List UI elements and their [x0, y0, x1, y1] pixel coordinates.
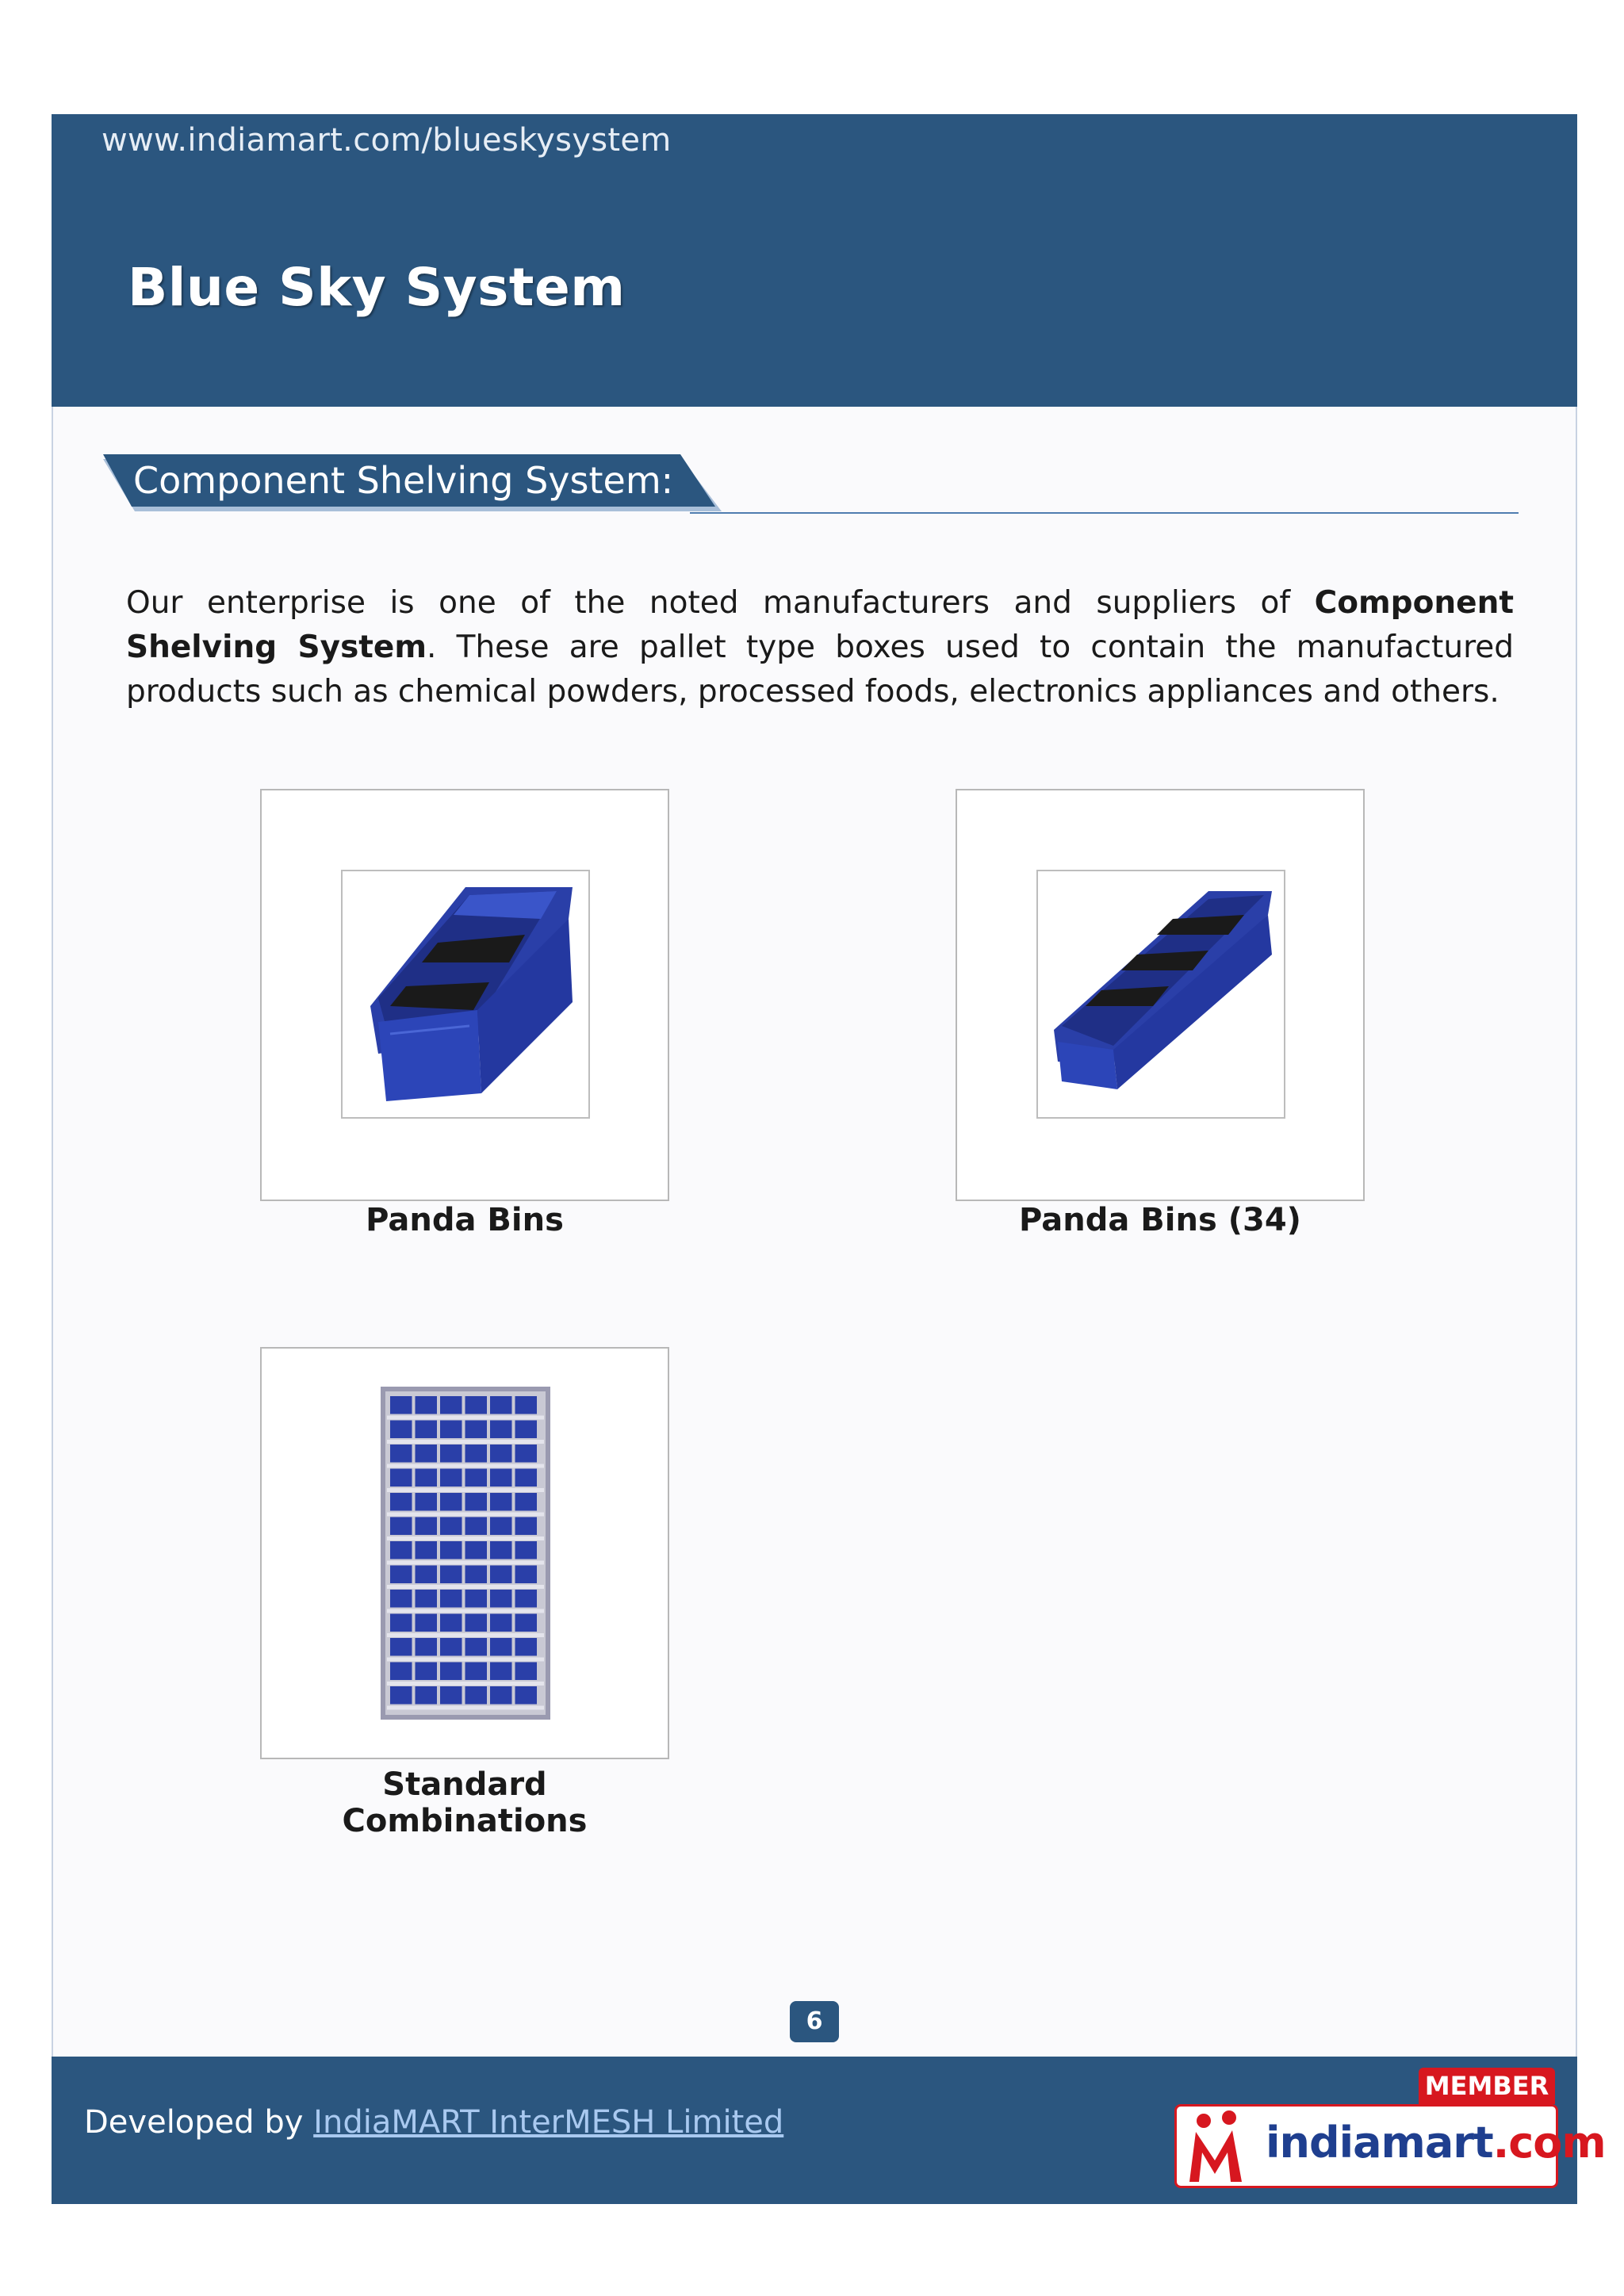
section-divider [690, 512, 1519, 514]
page-number: 6 [790, 2001, 839, 2042]
rack-bin [515, 1590, 538, 1608]
rack-bin [416, 1663, 438, 1681]
rack-bin [465, 1638, 488, 1656]
rack-bin [515, 1421, 538, 1439]
rack-bin [490, 1396, 512, 1414]
rack-bin [465, 1614, 488, 1632]
rack-bin [515, 1493, 538, 1511]
rack-bin [490, 1493, 512, 1511]
rack-bin [515, 1445, 538, 1463]
rack-bin [390, 1566, 412, 1584]
rack-bin [515, 1517, 538, 1536]
rack-bin [416, 1614, 438, 1632]
rack-bin [440, 1469, 462, 1487]
product-caption-panda-bins[interactable]: Panda Bins [366, 1202, 564, 1238]
rack-bin [416, 1445, 438, 1463]
rack-bin [465, 1445, 488, 1463]
rack-bin [515, 1614, 538, 1632]
product-card-panda-bins-34[interactable] [956, 789, 1365, 1201]
site-url[interactable]: www.indiamart.com/blueskysystem [102, 122, 672, 159]
page-header [52, 114, 1577, 407]
rack-shelf [387, 1609, 544, 1613]
rack-bin [465, 1566, 488, 1584]
product-caption-panda-bins-34[interactable]: Panda Bins (34) [1019, 1202, 1301, 1238]
rack-bin [440, 1396, 462, 1414]
rack-bin [440, 1663, 462, 1681]
rack-bin [440, 1686, 462, 1705]
rack-bin [490, 1590, 512, 1608]
product-card-standard-combinations[interactable] [260, 1347, 669, 1759]
rack-bin [416, 1469, 438, 1487]
rack-bin [440, 1614, 462, 1632]
rack-bin [465, 1396, 488, 1414]
rack-bin [390, 1590, 412, 1608]
rack-bin [390, 1493, 412, 1511]
rack-bin [465, 1663, 488, 1681]
rack-bin [390, 1614, 412, 1632]
logo-word: indiamart [1266, 2118, 1493, 2168]
product-image-panda-bins[interactable] [341, 870, 590, 1119]
blue-bin-two-compartment-icon [343, 871, 588, 1117]
product-caption-standard-combinations[interactable]: Standard Combinations [342, 1766, 588, 1839]
rack-bin [490, 1541, 512, 1559]
rack-bin [390, 1686, 412, 1705]
intro-product-name: Component Shelving System [126, 585, 1514, 665]
rack-bin [440, 1590, 462, 1608]
rack-bin [390, 1663, 412, 1681]
rack-bin [390, 1517, 412, 1536]
logo-suffix: .com [1492, 2118, 1606, 2168]
rack-shelf [387, 1561, 544, 1565]
rack-shelf [387, 1416, 544, 1420]
footer-developed-by: Developed by [84, 2104, 314, 2141]
rack-bin [390, 1396, 412, 1414]
rack-bin [465, 1493, 488, 1511]
rack-bin [440, 1445, 462, 1463]
rack-bin [515, 1663, 538, 1681]
indiamart-logo-icon [1182, 2107, 1261, 2186]
rack-bin [390, 1541, 412, 1559]
rack-bin [515, 1541, 538, 1559]
rack-bin [440, 1493, 462, 1511]
intro-paragraph [126, 581, 1514, 714]
rack-bin [490, 1638, 512, 1656]
page-footer [52, 2057, 1606, 2204]
rack-shelf [387, 1464, 544, 1468]
rack-bin [416, 1421, 438, 1439]
indiamart-wordmark [1266, 2118, 1606, 2168]
rack-bin [515, 1396, 538, 1414]
rack-shelf [387, 1440, 544, 1444]
rack-bin [490, 1614, 512, 1632]
rack-shelf [387, 1585, 544, 1589]
rack-shelf [387, 1513, 544, 1517]
rack-bin [416, 1590, 438, 1608]
rack-shelf [387, 1706, 544, 1710]
indiamart-member-badge[interactable] [1174, 2068, 1606, 2188]
rack-shelf [387, 1536, 544, 1540]
rack-bin [440, 1541, 462, 1559]
intro-text-2: . These are pallet type boxes used to contain the manufactured products such as chemical powders, processed foods, electronics appliances and others. [126, 629, 1514, 710]
rack-bin [465, 1421, 488, 1439]
rack-bin [440, 1421, 462, 1439]
rack-bin [490, 1469, 512, 1487]
rack-bin [440, 1566, 462, 1584]
rack-bin [490, 1517, 512, 1536]
company-name: Blue Sky System [128, 257, 626, 318]
rack-bin [490, 1445, 512, 1463]
rack-bin [416, 1517, 438, 1536]
rack-shelf [387, 1682, 544, 1686]
rack-bin [416, 1493, 438, 1511]
section-title: Component Shelving System: [133, 459, 674, 502]
rack-bin [490, 1566, 512, 1584]
rack-bin [440, 1517, 462, 1536]
rack-bin [465, 1590, 488, 1608]
indiamart-logo [1174, 2104, 1606, 2188]
rack-bin [416, 1638, 438, 1656]
product-image-panda-bins-34[interactable] [1036, 870, 1285, 1119]
rack-shelf [387, 1658, 544, 1662]
rack-bin [490, 1663, 512, 1681]
rack-bin [515, 1686, 538, 1705]
rack-bin [416, 1686, 438, 1705]
rack-bin [465, 1686, 488, 1705]
product-image-standard-combinations[interactable] [381, 1387, 550, 1720]
rack-bin [515, 1638, 538, 1656]
rack-shelf [387, 1488, 544, 1492]
rack-bin [490, 1421, 512, 1439]
rack-bin [416, 1396, 438, 1414]
footer-indiamart-link[interactable]: IndiaMART InterMESH Limited [313, 2104, 784, 2141]
rack-bin [416, 1541, 438, 1559]
rack-bin [440, 1638, 462, 1656]
rack-shelf [387, 1633, 544, 1637]
rack-bin [465, 1517, 488, 1536]
shelving-rack-icon [381, 1387, 550, 1720]
product-card-panda-bins[interactable] [260, 789, 669, 1201]
rack-bin [515, 1566, 538, 1584]
member-tag: MEMBER [1419, 2068, 1555, 2104]
rack-bin [390, 1421, 412, 1439]
intro-text-1: Our enterprise is one of the noted manufacturers and suppliers of [126, 585, 1315, 621]
rack-bin [515, 1469, 538, 1487]
rack-bin [465, 1541, 488, 1559]
rack-bin [390, 1445, 412, 1463]
blue-bin-three-compartment-icon [1038, 871, 1284, 1117]
footer-credit [84, 2104, 783, 2141]
rack-bin [390, 1469, 412, 1487]
rack-bin [390, 1638, 412, 1656]
section-title-bar [103, 454, 722, 511]
rack-bin [416, 1566, 438, 1584]
rack-bin [490, 1686, 512, 1705]
rack-bin [465, 1469, 488, 1487]
